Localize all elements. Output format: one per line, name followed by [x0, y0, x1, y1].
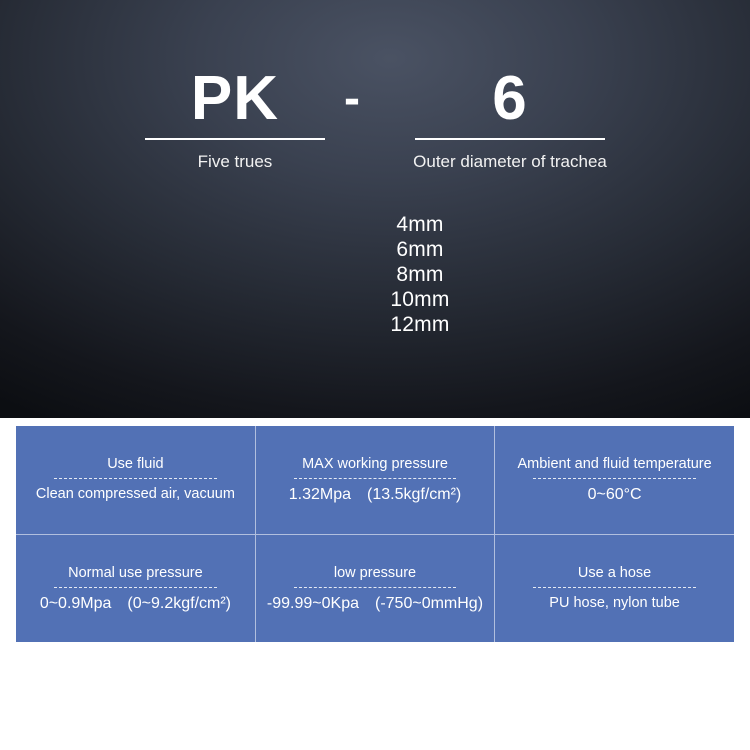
dashed-divider [533, 587, 696, 588]
code-diameter-underline [415, 138, 605, 140]
size-options-list [0, 212, 750, 337]
dashed-divider [54, 587, 217, 588]
spec-title: MAX working pressure [302, 456, 448, 473]
dashed-divider [294, 587, 457, 588]
dashed-divider [533, 478, 696, 479]
product-code-row [0, 62, 750, 172]
size-option: 4mm [396, 213, 444, 236]
spec-cell-use-a-hose [495, 534, 734, 642]
specification-table [16, 426, 734, 642]
specification-section [0, 418, 750, 750]
spec-cell-max-working-pressure [255, 426, 494, 534]
spec-cell-low-pressure [255, 534, 494, 642]
code-diameter-text: 6 [492, 64, 528, 133]
spec-value: Clean compressed air, vacuum [35, 486, 235, 503]
spec-title: Use fluid [107, 456, 164, 473]
spec-value: -99.99~0Kpa (-750~0mmHg) [266, 594, 484, 612]
spec-title: Ambient and fluid temperature [517, 456, 712, 473]
code-diameter-caption: Outer diameter of trachea [413, 152, 607, 171]
size-option: 8mm [396, 263, 444, 286]
spec-value: 0~0.9Mpa (0~9.2kgf/cm²) [39, 594, 232, 612]
code-series-text: PK [190, 64, 280, 133]
spec-value: PU hose, nylon tube [549, 594, 680, 611]
size-option: 10mm [390, 288, 450, 311]
code-part-diameter [415, 62, 605, 172]
spec-title: Normal use pressure [68, 564, 203, 581]
code-separator: - [344, 72, 360, 125]
code-series-underline [145, 138, 325, 140]
spec-value: 1.32Mpa (13.5kgf/cm²) [288, 486, 462, 504]
spec-value: 0~60°C [587, 486, 642, 504]
spec-cell-normal-use-pressure [16, 534, 255, 642]
spec-cell-use-fluid [16, 426, 255, 534]
dashed-divider [294, 478, 457, 479]
table-row [16, 534, 734, 642]
table-row [16, 426, 734, 534]
code-series-caption: Five trues [197, 152, 273, 171]
code-part-series [145, 62, 325, 172]
spec-title: Use a hose [577, 564, 652, 581]
spec-title: low pressure [333, 564, 417, 581]
size-option: 12mm [390, 313, 450, 336]
dashed-divider [54, 478, 217, 479]
size-option: 6mm [396, 238, 444, 261]
spec-cell-temperature [495, 426, 734, 534]
